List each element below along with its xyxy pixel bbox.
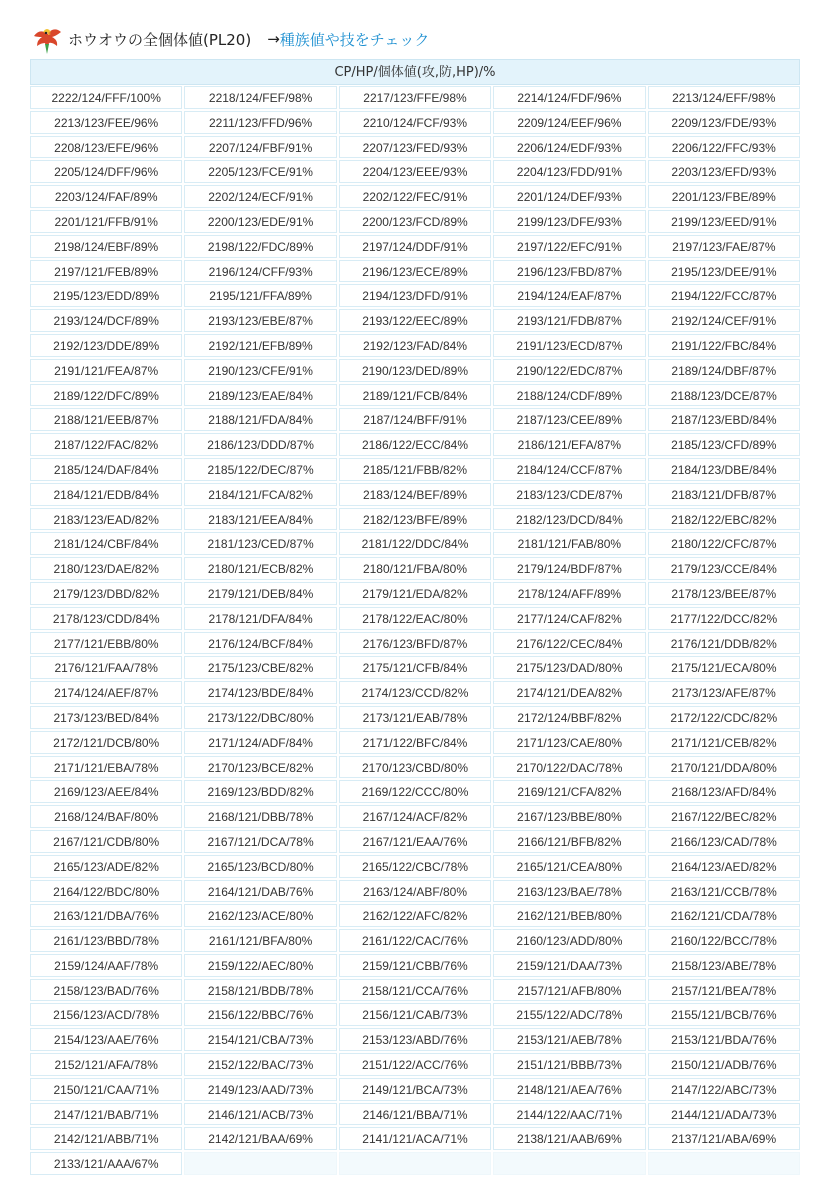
iv-cell: 2173/121/EAB/78% (339, 706, 491, 729)
iv-cell: 2160/123/ADD/80% (493, 929, 645, 952)
iv-cell: 2165/123/ADE/82% (30, 855, 182, 878)
iv-cell: 2158/123/ABE/78% (648, 954, 800, 977)
iv-cell: 2170/121/DDA/80% (648, 756, 800, 779)
iv-cell: 2187/123/EBD/84% (648, 408, 800, 431)
iv-cell: 2190/123/CFE/91% (184, 359, 336, 382)
iv-cell: 2151/122/ACC/76% (339, 1053, 491, 1076)
iv-cell: 2218/124/FEF/98% (184, 86, 336, 109)
iv-cell: 2155/122/ADC/78% (493, 1003, 645, 1026)
iv-cell: 2174/123/BDE/84% (184, 681, 336, 704)
iv-cell: 2200/123/FCD/89% (339, 210, 491, 233)
iv-cell: 2188/121/EEB/87% (30, 408, 182, 431)
iv-cell: 2156/123/ACD/78% (30, 1003, 182, 1026)
iv-cell: 2142/121/ABB/71% (30, 1127, 182, 1150)
iv-cell: 2176/124/BCF/84% (184, 632, 336, 655)
iv-cell: 2183/121/EEA/84% (184, 508, 336, 531)
iv-cell: 2155/121/BCB/76% (648, 1003, 800, 1026)
iv-cell: 2168/124/BAF/80% (30, 805, 182, 828)
iv-cell: 2164/121/DAB/76% (184, 880, 336, 903)
iv-cell: 2191/123/ECD/87% (493, 334, 645, 357)
iv-cell: 2175/123/DAD/80% (493, 656, 645, 679)
iv-cell: 2172/121/DCB/80% (30, 731, 182, 754)
iv-cell: 2170/123/BCE/82% (184, 756, 336, 779)
iv-cell: 2187/123/CEE/89% (493, 408, 645, 431)
iv-cell: 2197/121/FEB/89% (30, 260, 182, 283)
iv-cell: 2187/124/BFF/91% (339, 408, 491, 431)
iv-cell: 2171/122/BFC/84% (339, 731, 491, 754)
iv-cell: 2154/121/CBA/73% (184, 1028, 336, 1051)
iv-cell: 2156/122/BBC/76% (184, 1003, 336, 1026)
iv-cell: 2205/124/DFF/96% (30, 160, 182, 183)
iv-cell: 2177/122/DCC/82% (648, 607, 800, 630)
iv-cell: 2187/122/FAC/82% (30, 433, 182, 456)
iv-cell: 2162/121/CDA/78% (648, 904, 800, 927)
iv-cell: 2192/123/FAD/84% (339, 334, 491, 357)
iv-cell: 2190/122/EDC/87% (493, 359, 645, 382)
iv-cell: 2141/121/ACA/71% (339, 1127, 491, 1150)
iv-cell: 2202/122/FEC/91% (339, 185, 491, 208)
iv-cell: 2174/121/DEA/82% (493, 681, 645, 704)
iv-cell: 2166/123/CAD/78% (648, 830, 800, 853)
iv-cell: 2158/123/BAD/76% (30, 979, 182, 1002)
iv-grid (30, 85, 800, 1175)
iv-cell: 2192/123/DDE/89% (30, 334, 182, 357)
iv-cell: 2158/121/BDB/78% (184, 979, 336, 1002)
title-row (30, 22, 429, 56)
iv-cell: 2161/122/CAC/76% (339, 929, 491, 952)
iv-cell: 2206/122/FFC/93% (648, 136, 800, 159)
iv-cell: 2147/121/BAB/71% (30, 1103, 182, 1126)
iv-cell: 2193/122/EEC/89% (339, 309, 491, 332)
iv-cell: 2206/124/EDF/93% (493, 136, 645, 159)
iv-cell: 2181/123/CED/87% (184, 532, 336, 555)
iv-cell: 2195/121/FFA/89% (184, 284, 336, 307)
iv-cell: 2150/121/CAA/71% (30, 1078, 182, 1101)
iv-cell: 2166/121/BFB/82% (493, 830, 645, 853)
table-header: CP/HP/個体値(攻,防,HP)/% (30, 59, 800, 85)
iv-cell: 2178/122/EAC/80% (339, 607, 491, 630)
iv-cell: 2186/122/ECC/84% (339, 433, 491, 456)
iv-cell: 2209/124/EEF/96% (493, 111, 645, 134)
iv-cell: 2203/124/FAF/89% (30, 185, 182, 208)
iv-cell: 2188/121/FDA/84% (184, 408, 336, 431)
iv-cell: 2167/123/BBE/80% (493, 805, 645, 828)
iv-cell: 2163/121/CCB/78% (648, 880, 800, 903)
iv-cell: 2177/121/EBB/80% (30, 632, 182, 655)
iv-cell: 2161/123/BBD/78% (30, 929, 182, 952)
species-link[interactable]: 種族値や技をチェック (279, 30, 430, 49)
page-title: ホウオウの全個体値(PL20) (68, 30, 252, 49)
iv-cell: 2203/123/EFD/93% (648, 160, 800, 183)
iv-cell: 2137/121/ABA/69% (648, 1127, 800, 1150)
iv-cell: 2146/121/BBA/71% (339, 1103, 491, 1126)
iv-cell: 2180/122/CFC/87% (648, 532, 800, 555)
iv-cell: 2161/121/BFA/80% (184, 929, 336, 952)
iv-cell: 2148/121/AEA/76% (493, 1078, 645, 1101)
iv-cell: 2182/123/BFE/89% (339, 508, 491, 531)
iv-cell: 2183/123/CDE/87% (493, 483, 645, 506)
iv-cell: 2184/123/DBE/84% (648, 458, 800, 481)
iv-cell: 2204/123/FDD/91% (493, 160, 645, 183)
iv-cell: 2171/121/CEB/82% (648, 731, 800, 754)
iv-cell: 2188/124/CDF/89% (493, 384, 645, 407)
iv-cell: 2162/121/BEB/80% (493, 904, 645, 927)
iv-cell: 2183/123/EAD/82% (30, 508, 182, 531)
iv-cell: 2192/121/EFB/89% (184, 334, 336, 357)
iv-table (30, 59, 800, 1175)
iv-cell: 2180/121/ECB/82% (184, 557, 336, 580)
iv-cell: 2200/123/EDE/91% (184, 210, 336, 233)
iv-cell: 2157/121/AFB/80% (493, 979, 645, 1002)
iv-cell: 2193/121/FDB/87% (493, 309, 645, 332)
iv-cell: 2149/121/BCA/73% (339, 1078, 491, 1101)
iv-cell: 2185/123/CFD/89% (648, 433, 800, 456)
iv-cell: 2199/123/EED/91% (648, 210, 800, 233)
iv-cell: 2164/123/AED/82% (648, 855, 800, 878)
iv-cell: 2189/124/DBF/87% (648, 359, 800, 382)
iv-cell: 2185/124/DAF/84% (30, 458, 182, 481)
iv-cell: 2197/123/FAE/87% (648, 235, 800, 258)
iv-cell: 2213/124/EFF/98% (648, 86, 800, 109)
iv-cell: 2202/124/ECF/91% (184, 185, 336, 208)
iv-cell: 2165/123/BCD/80% (184, 855, 336, 878)
iv-cell: 2196/123/FBD/87% (493, 260, 645, 283)
ho-oh-icon (30, 22, 64, 56)
iv-cell: 2196/124/CFF/93% (184, 260, 336, 283)
iv-cell: 2185/121/FBB/82% (339, 458, 491, 481)
iv-cell: 2191/121/FEA/87% (30, 359, 182, 382)
iv-cell: 2174/124/AEF/87% (30, 681, 182, 704)
iv-cell: 2197/124/DDF/91% (339, 235, 491, 258)
iv-cell: 2176/121/DDB/82% (648, 632, 800, 655)
iv-cell: 2178/124/AFF/89% (493, 582, 645, 605)
iv-cell: 2180/123/DAE/82% (30, 557, 182, 580)
iv-cell: 2169/123/BDD/82% (184, 780, 336, 803)
iv-cell: 2205/123/FCE/91% (184, 160, 336, 183)
iv-cell: 2174/123/CCD/82% (339, 681, 491, 704)
iv-cell: 2172/122/CDC/82% (648, 706, 800, 729)
empty-cell (339, 1152, 491, 1175)
iv-cell: 2198/122/FDC/89% (184, 235, 336, 258)
iv-cell: 2171/123/CAE/80% (493, 731, 645, 754)
iv-cell: 2179/121/DEB/84% (184, 582, 336, 605)
iv-cell: 2167/121/CDB/80% (30, 830, 182, 853)
iv-cell: 2186/123/DDD/87% (184, 433, 336, 456)
iv-cell: 2171/121/EBA/78% (30, 756, 182, 779)
iv-cell: 2159/121/DAA/73% (493, 954, 645, 977)
empty-cell (648, 1152, 800, 1175)
iv-cell: 2190/123/DED/89% (339, 359, 491, 382)
iv-cell: 2198/124/EBF/89% (30, 235, 182, 258)
iv-cell: 2222/124/FFF/100% (30, 86, 182, 109)
iv-cell: 2133/121/AAA/67% (30, 1152, 182, 1175)
iv-cell: 2170/123/CBD/80% (339, 756, 491, 779)
iv-cell: 2159/122/AEC/80% (184, 954, 336, 977)
iv-cell: 2180/121/FBA/80% (339, 557, 491, 580)
iv-cell: 2167/121/EAA/76% (339, 830, 491, 853)
iv-cell: 2169/121/CFA/82% (493, 780, 645, 803)
iv-cell: 2177/124/CAF/82% (493, 607, 645, 630)
iv-cell: 2183/124/BEF/89% (339, 483, 491, 506)
iv-cell: 2170/122/DAC/78% (493, 756, 645, 779)
iv-cell: 2168/123/AFD/84% (648, 780, 800, 803)
iv-cell: 2217/123/FFE/98% (339, 86, 491, 109)
iv-cell: 2195/123/EDD/89% (30, 284, 182, 307)
iv-cell: 2178/123/CDD/84% (30, 607, 182, 630)
iv-cell: 2195/123/DEE/91% (648, 260, 800, 283)
iv-cell: 2189/122/DFC/89% (30, 384, 182, 407)
iv-cell: 2179/123/DBD/82% (30, 582, 182, 605)
iv-cell: 2210/124/FCF/93% (339, 111, 491, 134)
iv-cell: 2194/124/EAF/87% (493, 284, 645, 307)
iv-cell: 2182/123/DCD/84% (493, 508, 645, 531)
iv-cell: 2181/122/DDC/84% (339, 532, 491, 555)
iv-cell: 2176/122/CEC/84% (493, 632, 645, 655)
iv-cell: 2176/123/BFD/87% (339, 632, 491, 655)
iv-cell: 2152/121/AFA/78% (30, 1053, 182, 1076)
iv-cell: 2199/123/DFE/93% (493, 210, 645, 233)
iv-cell: 2149/123/AAD/73% (184, 1078, 336, 1101)
iv-cell: 2184/124/CCF/87% (493, 458, 645, 481)
empty-cell (184, 1152, 336, 1175)
iv-cell: 2201/124/DEF/93% (493, 185, 645, 208)
iv-cell: 2138/121/AAB/69% (493, 1127, 645, 1150)
iv-cell: 2196/123/ECE/89% (339, 260, 491, 283)
iv-cell: 2173/123/BED/84% (30, 706, 182, 729)
iv-cell: 2189/121/FCB/84% (339, 384, 491, 407)
empty-cell (493, 1152, 645, 1175)
iv-cell: 2183/121/DFB/87% (648, 483, 800, 506)
iv-cell: 2181/124/CBF/84% (30, 532, 182, 555)
iv-cell: 2213/123/FEE/96% (30, 111, 182, 134)
iv-cell: 2169/123/AEE/84% (30, 780, 182, 803)
iv-cell: 2168/121/DBB/78% (184, 805, 336, 828)
iv-cell: 2173/123/AFE/87% (648, 681, 800, 704)
iv-cell: 2181/121/FAB/80% (493, 532, 645, 555)
iv-cell: 2153/121/AEB/78% (493, 1028, 645, 1051)
iv-cell: 2176/121/FAA/78% (30, 656, 182, 679)
iv-cell: 2209/123/FDE/93% (648, 111, 800, 134)
iv-cell: 2150/121/ADB/76% (648, 1053, 800, 1076)
iv-cell: 2193/123/EBE/87% (184, 309, 336, 332)
iv-cell: 2160/122/BCC/78% (648, 929, 800, 952)
iv-cell: 2172/124/BBF/82% (493, 706, 645, 729)
iv-cell: 2193/124/DCF/89% (30, 309, 182, 332)
iv-cell: 2179/124/BDF/87% (493, 557, 645, 580)
iv-cell: 2214/124/FDF/96% (493, 86, 645, 109)
iv-cell: 2159/124/AAF/78% (30, 954, 182, 977)
iv-cell: 2144/121/ADA/73% (648, 1103, 800, 1126)
iv-cell: 2201/123/FBE/89% (648, 185, 800, 208)
iv-cell: 2163/124/ABF/80% (339, 880, 491, 903)
iv-cell: 2162/122/AFC/82% (339, 904, 491, 927)
iv-cell: 2146/121/ACB/73% (184, 1103, 336, 1126)
iv-cell: 2194/122/FCC/87% (648, 284, 800, 307)
iv-cell: 2165/121/CEA/80% (493, 855, 645, 878)
iv-cell: 2179/123/CCE/84% (648, 557, 800, 580)
iv-cell: 2186/121/EFA/87% (493, 433, 645, 456)
iv-cell: 2151/121/BBB/73% (493, 1053, 645, 1076)
iv-cell: 2144/122/AAC/71% (493, 1103, 645, 1126)
iv-cell: 2162/123/ACE/80% (184, 904, 336, 927)
iv-cell: 2153/121/BDA/76% (648, 1028, 800, 1051)
iv-cell: 2169/122/CCC/80% (339, 780, 491, 803)
iv-cell: 2154/123/AAE/76% (30, 1028, 182, 1051)
iv-cell: 2208/123/EFE/96% (30, 136, 182, 159)
iv-cell: 2153/123/ABD/76% (339, 1028, 491, 1051)
iv-cell: 2188/123/DCE/87% (648, 384, 800, 407)
iv-cell: 2189/123/EAE/84% (184, 384, 336, 407)
iv-cell: 2178/121/DFA/84% (184, 607, 336, 630)
iv-cell: 2192/124/CEF/91% (648, 309, 800, 332)
iv-cell: 2158/121/CCA/76% (339, 979, 491, 1002)
iv-cell: 2167/122/BEC/82% (648, 805, 800, 828)
iv-cell: 2164/122/BDC/80% (30, 880, 182, 903)
iv-cell: 2191/122/FBC/84% (648, 334, 800, 357)
iv-cell: 2197/122/EFC/91% (493, 235, 645, 258)
iv-cell: 2156/121/CAB/73% (339, 1003, 491, 1026)
iv-cell: 2185/122/DEC/87% (184, 458, 336, 481)
iv-cell: 2201/121/FFB/91% (30, 210, 182, 233)
iv-cell: 2204/123/EEE/93% (339, 160, 491, 183)
iv-cell: 2167/124/ACF/82% (339, 805, 491, 828)
iv-cell: 2211/123/FFD/96% (184, 111, 336, 134)
iv-cell: 2152/122/BAC/73% (184, 1053, 336, 1076)
iv-cell: 2184/121/FCA/82% (184, 483, 336, 506)
iv-cell: 2182/122/EBC/82% (648, 508, 800, 531)
iv-cell: 2178/123/BEE/87% (648, 582, 800, 605)
iv-cell: 2175/121/CFB/84% (339, 656, 491, 679)
iv-cell: 2194/123/DFD/91% (339, 284, 491, 307)
iv-cell: 2142/121/BAA/69% (184, 1127, 336, 1150)
iv-cell: 2207/123/FED/93% (339, 136, 491, 159)
iv-cell: 2147/122/ABC/73% (648, 1078, 800, 1101)
iv-cell: 2173/122/DBC/80% (184, 706, 336, 729)
iv-cell: 2175/121/ECA/80% (648, 656, 800, 679)
iv-cell: 2163/123/BAE/78% (493, 880, 645, 903)
iv-cell: 2179/121/EDA/82% (339, 582, 491, 605)
iv-cell: 2157/121/BEA/78% (648, 979, 800, 1002)
iv-cell: 2159/121/CBB/76% (339, 954, 491, 977)
iv-cell: 2184/121/EDB/84% (30, 483, 182, 506)
iv-cell: 2167/121/DCA/78% (184, 830, 336, 853)
iv-cell: 2175/123/CBE/82% (184, 656, 336, 679)
iv-cell: 2165/122/CBC/78% (339, 855, 491, 878)
arrow-icon: → (267, 30, 280, 48)
iv-cell: 2171/124/ADF/84% (184, 731, 336, 754)
iv-cell: 2163/121/DBA/76% (30, 904, 182, 927)
iv-cell: 2207/124/FBF/91% (184, 136, 336, 159)
